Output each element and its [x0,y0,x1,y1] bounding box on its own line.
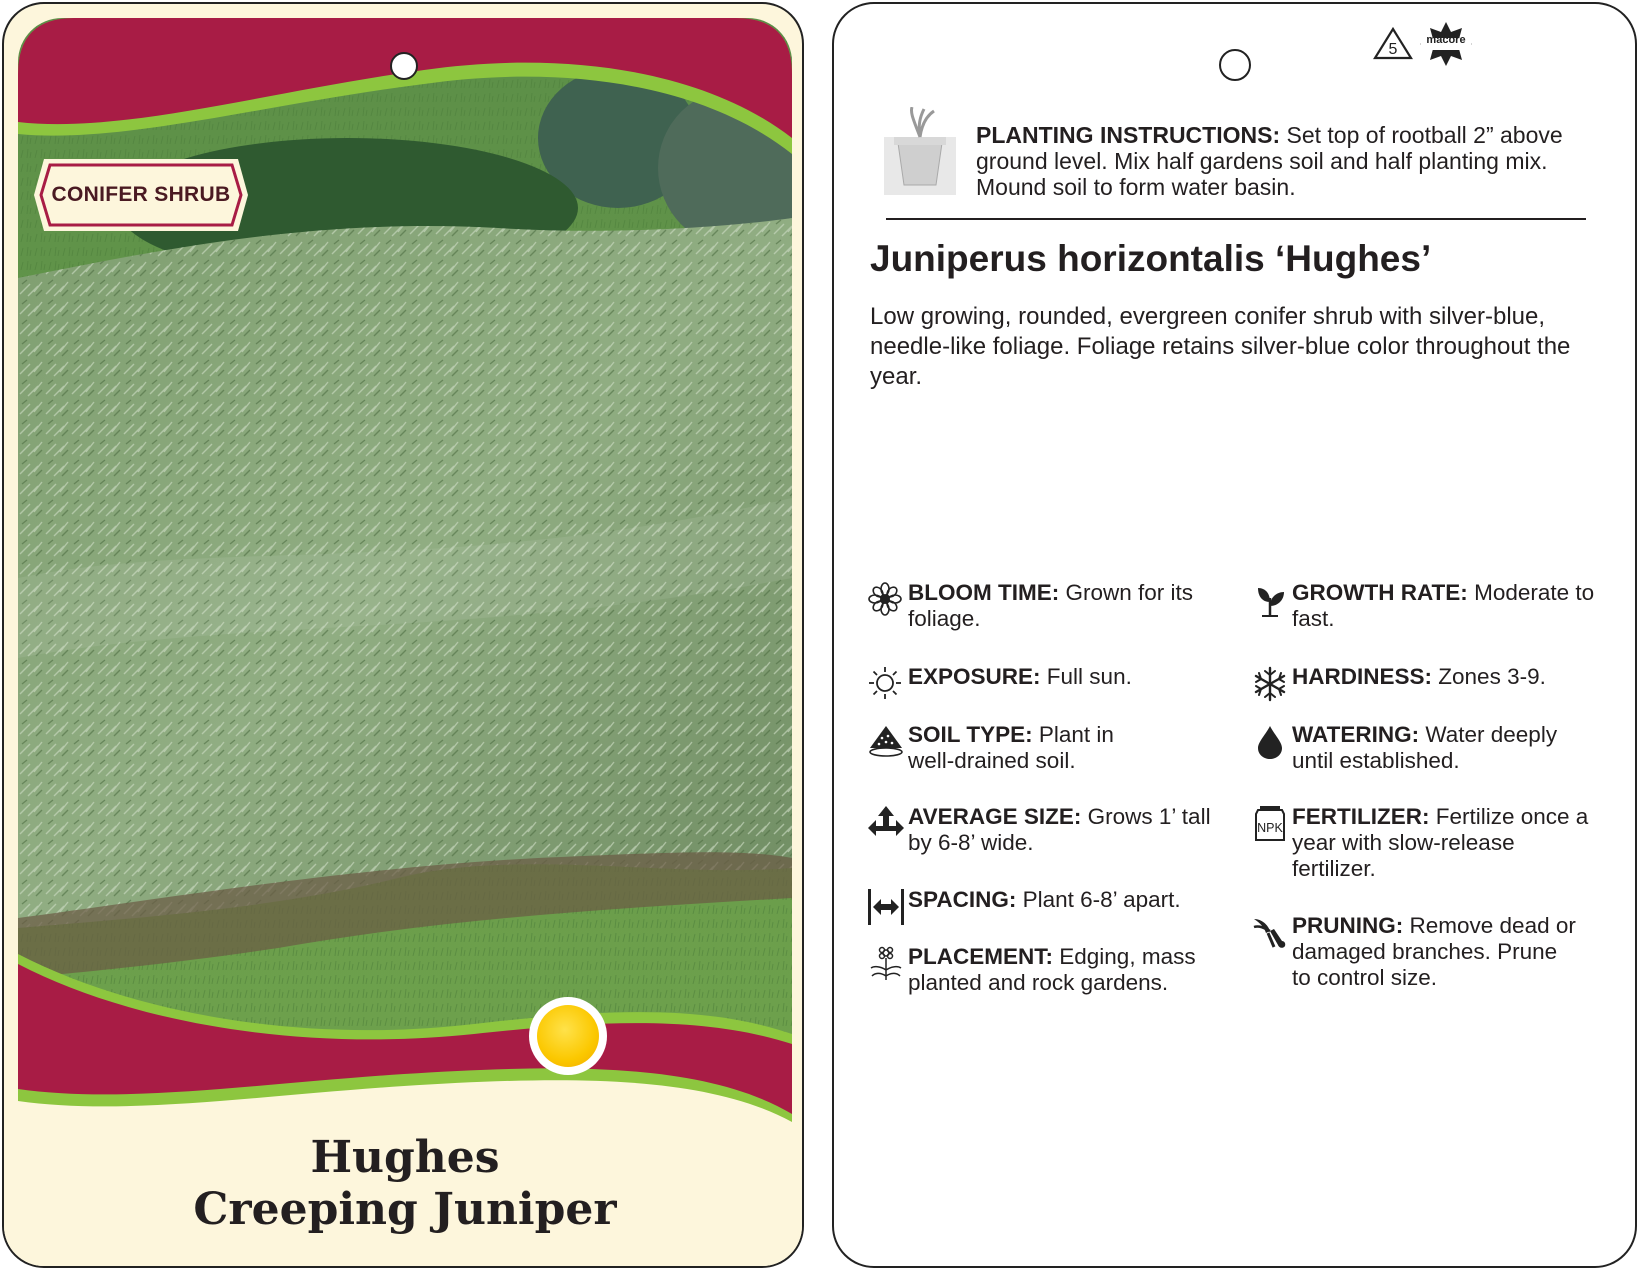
npk-label: NPK [1257,821,1283,835]
attr-value: Fertilize once a [1435,804,1589,829]
attr-label: FERTILIZER: [1292,804,1430,829]
attr-value: Water deeply [1425,722,1558,747]
attr-value: fast. [1292,606,1335,631]
attr-label: EXPOSURE: [908,664,1041,689]
common-name-line2: Creeping Juniper [193,1184,617,1235]
macore-logo [1418,22,1474,66]
attr-label: SPACING: [908,887,1017,912]
snowflake-icon [1252,666,1288,702]
attr-value: Plant 6-8’ apart. [1022,887,1181,912]
plant-tag-front [2,2,804,1268]
attr-label: BLOOM TIME: [908,580,1060,605]
planting-label: PLANTING INSTRUCTIONS: [976,122,1281,148]
placement-icon [868,946,904,982]
pot-icon [884,107,956,197]
attr-label: PRUNING: [1292,913,1404,938]
attr-value: Remove dead or [1409,913,1576,938]
hang-hole [390,52,418,80]
attr-value: Moderate to [1474,580,1595,605]
planting-text: Set top of rootball 2” above ground level. Mix half gardens soil and half planting mix. Mound soil to form water basin. [976,122,1563,200]
attr-value: Edging, mass [1059,944,1196,969]
attr-value: foliage. [908,606,981,631]
soil-icon [868,724,904,758]
attr-value: Zones 3-9. [1438,664,1546,689]
recycle-icon [1372,26,1414,62]
attr-label: AVERAGE SIZE: [908,804,1082,829]
npk-icon [1252,806,1288,842]
attr-label: SOIL TYPE: [908,722,1033,747]
planting-instructions [976,122,1576,200]
attr-value: planted and rock gardens. [908,970,1169,995]
common-name-line1: Hughes [310,1132,500,1183]
full-sun-symbol [529,997,607,1075]
attr-value: well-drained soil. [908,748,1076,773]
attr-value: Full sun. [1046,664,1132,689]
size-arrows-icon [868,806,904,842]
attr-value: by 6-8’ wide. [908,830,1034,855]
brand-name: macore [1426,34,1466,46]
botanical-name: Juniperus horizontalis ‘Hughes’ [870,238,1432,279]
attr-value: damaged branches. Prune [1292,939,1558,964]
divider [886,218,1586,220]
attr-value: to control size. [1292,965,1438,990]
attr-value: Grown for its [1065,580,1194,605]
plant-tag-back [832,2,1637,1268]
attr-label: PLACEMENT: [908,944,1053,969]
category-badge [34,159,248,231]
pruners-icon [1252,915,1288,951]
attr-value: until established. [1292,748,1460,773]
common-name [4,1132,804,1236]
spacing-icon [868,889,904,925]
attr-value: Plant in [1038,722,1114,747]
category-label: CONIFER SHRUB [51,183,231,206]
attr-label: GROWTH RATE: [1292,580,1468,605]
sun-icon [868,666,902,700]
attr-label: WATERING: [1292,722,1420,747]
attr-value: fertilizer. [1292,856,1376,881]
sprout-icon [1252,582,1288,618]
hang-hole [1219,49,1251,81]
plant-description: Low growing, rounded, evergreen conifer shrub with silver-blue, needle-like foliage. Foliage retains silver-blue color throughout the year. [870,303,1571,390]
flower-icon [868,582,902,616]
attr-value: year with slow-release [1292,830,1515,855]
recycle-code: 5 [1388,41,1398,58]
attr-label: HARDINESS: [1292,664,1433,689]
attr-value: Grows 1’ tall [1087,804,1211,829]
water-drop-icon [1252,724,1288,760]
